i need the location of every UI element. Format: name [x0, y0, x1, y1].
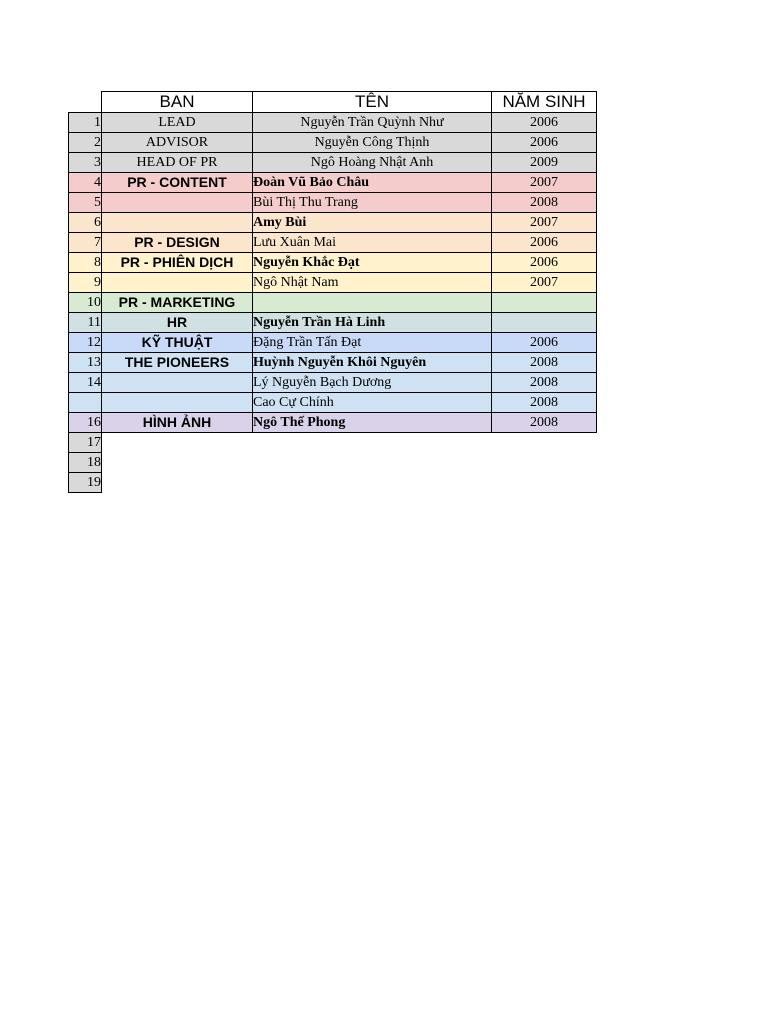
table-row — [69, 173, 597, 193]
table-row — [69, 393, 597, 413]
cell-ten[interactable]: Ngô Nhật Nam — [253, 273, 492, 293]
cell-ban[interactable]: ADVISOR — [102, 133, 253, 153]
cell-ten[interactable]: Đặng Trần Tấn Đạt — [253, 333, 492, 353]
cell-ten[interactable]: Nguyễn Khắc Đạt — [253, 253, 492, 273]
row-number[interactable]: 19 — [69, 473, 102, 493]
empty-cell — [102, 453, 253, 473]
row-number[interactable]: 3 — [69, 153, 102, 173]
empty-cell — [102, 433, 253, 453]
table-row — [69, 113, 597, 133]
header-row — [69, 92, 597, 113]
cell-ten[interactable]: Ngô Hoàng Nhật Anh — [253, 153, 492, 173]
cell-ten[interactable]: Nguyễn Trần Quỳnh Như — [253, 113, 492, 133]
cell-ban[interactable] — [102, 393, 253, 413]
row-number[interactable]: 13 — [69, 353, 102, 373]
row-number[interactable]: 7 — [69, 233, 102, 253]
cell-ban[interactable]: LEAD — [102, 113, 253, 133]
cell-ten[interactable]: Bùi Thị Thu Trang — [253, 193, 492, 213]
cell-nam-sinh[interactable]: 2008 — [492, 413, 597, 433]
cell-nam-sinh[interactable]: 2006 — [492, 333, 597, 353]
row-number[interactable]: 10 — [69, 293, 102, 313]
table-row — [69, 213, 597, 233]
row-number[interactable]: 14 — [69, 373, 102, 393]
empty-cell — [102, 473, 253, 493]
member-table — [68, 91, 597, 493]
table-row — [69, 333, 597, 353]
empty-row — [69, 433, 597, 453]
empty-cell — [253, 473, 492, 493]
row-number[interactable]: 8 — [69, 253, 102, 273]
table-row — [69, 193, 597, 213]
cell-ban[interactable]: HÌNH ẢNH — [102, 413, 253, 433]
cell-nam-sinh[interactable]: 2007 — [492, 213, 597, 233]
cell-nam-sinh[interactable]: 2008 — [492, 353, 597, 373]
cell-nam-sinh[interactable] — [492, 293, 597, 313]
row-number[interactable]: 6 — [69, 213, 102, 233]
cell-ban[interactable] — [102, 373, 253, 393]
row-number[interactable]: 9 — [69, 273, 102, 293]
cell-nam-sinh[interactable]: 2008 — [492, 193, 597, 213]
header-nam-sinh[interactable]: NĂM SINH — [492, 92, 597, 113]
corner-cell — [69, 92, 102, 113]
cell-nam-sinh[interactable]: 2006 — [492, 113, 597, 133]
cell-nam-sinh[interactable]: 2006 — [492, 133, 597, 153]
row-number[interactable]: 11 — [69, 313, 102, 333]
cell-ten[interactable]: Huỳnh Nguyễn Khôi Nguyên — [253, 353, 492, 373]
cell-ten[interactable]: Lý Nguyễn Bạch Dương — [253, 373, 492, 393]
empty-row — [69, 473, 597, 493]
cell-ban[interactable]: PR - CONTENT — [102, 173, 253, 193]
empty-cell — [492, 453, 597, 473]
row-number[interactable]: 5 — [69, 193, 102, 213]
table-row — [69, 373, 597, 393]
cell-ban[interactable] — [102, 193, 253, 213]
cell-ten[interactable]: Cao Cự Chính — [253, 393, 492, 413]
cell-ban[interactable]: THE PIONEERS — [102, 353, 253, 373]
cell-ban[interactable]: KỸ THUẬT — [102, 333, 253, 353]
empty-cell — [253, 453, 492, 473]
cell-nam-sinh[interactable]: 2006 — [492, 253, 597, 273]
cell-ten[interactable]: Ngô Thế Phong — [253, 413, 492, 433]
row-number[interactable]: 17 — [69, 433, 102, 453]
cell-ten[interactable] — [253, 293, 492, 313]
cell-ban[interactable]: PR - MARKETING — [102, 293, 253, 313]
cell-ten[interactable]: Amy Bùi — [253, 213, 492, 233]
row-number[interactable]: 18 — [69, 453, 102, 473]
table-row — [69, 313, 597, 333]
empty-cell — [492, 433, 597, 453]
cell-ban[interactable] — [102, 213, 253, 233]
table-body — [69, 113, 597, 493]
header-ten[interactable]: TÊN — [253, 92, 492, 113]
table-row — [69, 133, 597, 153]
table-row — [69, 233, 597, 253]
cell-nam-sinh[interactable]: 2007 — [492, 173, 597, 193]
cell-nam-sinh[interactable]: 2006 — [492, 233, 597, 253]
row-number[interactable]: 12 — [69, 333, 102, 353]
cell-ten[interactable]: Nguyễn Trần Hà Linh — [253, 313, 492, 333]
cell-nam-sinh[interactable]: 2008 — [492, 393, 597, 413]
header-ban[interactable]: BAN — [102, 92, 253, 113]
row-number[interactable]: 1 — [69, 113, 102, 133]
cell-nam-sinh[interactable] — [492, 313, 597, 333]
cell-ban[interactable]: PR - PHIÊN DỊCH — [102, 253, 253, 273]
cell-nam-sinh[interactable]: 2007 — [492, 273, 597, 293]
cell-ban[interactable]: HEAD OF PR — [102, 153, 253, 173]
table-row — [69, 293, 597, 313]
cell-ban[interactable]: HR — [102, 313, 253, 333]
row-number[interactable]: 2 — [69, 133, 102, 153]
cell-ten[interactable]: Nguyễn Công Thịnh — [253, 133, 492, 153]
table-row — [69, 273, 597, 293]
empty-cell — [253, 433, 492, 453]
cell-nam-sinh[interactable]: 2008 — [492, 373, 597, 393]
cell-nam-sinh[interactable]: 2009 — [492, 153, 597, 173]
empty-cell — [492, 473, 597, 493]
empty-row — [69, 453, 597, 473]
row-number[interactable] — [69, 393, 102, 413]
table-row — [69, 353, 597, 373]
table-row — [69, 153, 597, 173]
cell-ten[interactable]: Lưu Xuân Mai — [253, 233, 492, 253]
row-number[interactable]: 4 — [69, 173, 102, 193]
cell-ban[interactable] — [102, 273, 253, 293]
cell-ten[interactable]: Đoàn Vũ Bảo Châu — [253, 173, 492, 193]
row-number[interactable]: 16 — [69, 413, 102, 433]
table-row — [69, 413, 597, 433]
cell-ban[interactable]: PR - DESIGN — [102, 233, 253, 253]
table-row — [69, 253, 597, 273]
